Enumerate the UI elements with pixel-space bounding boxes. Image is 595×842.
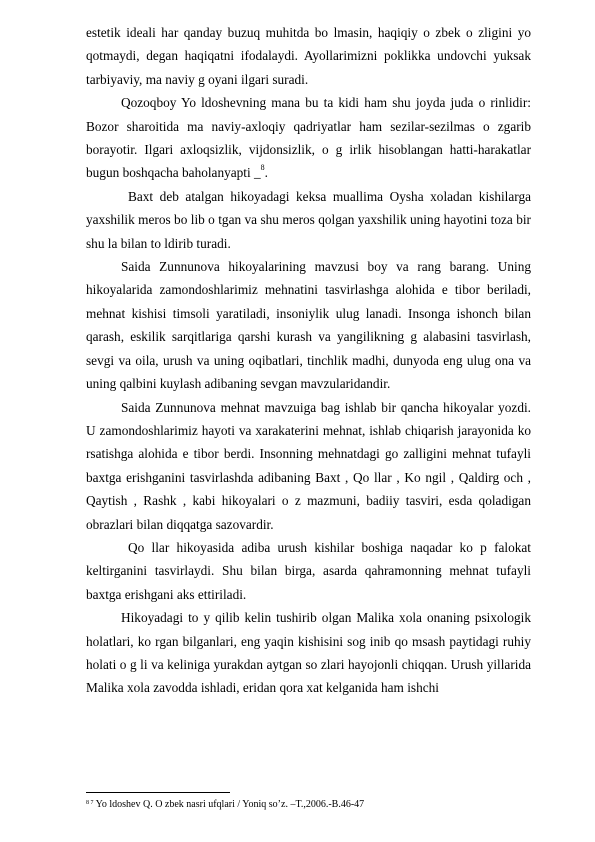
paragraph-1: estetik ideali har qanday buzuq muhitda bo lmasin, haqiqiy o zbek o zligini yo qotmaydi, degan haqiqatni ifodalaydi. Ayollarimizni poklikka undovchi yuksak tarbiyaviy, ma naviy g oyani ilgari suradi. xyxy=(86,25,531,87)
footnote-divider xyxy=(86,792,230,793)
paragraph-5: Saida Zunnunova mehnat mavzuiga bag ishlab bir qancha hikoyalar yozdi. U zamondoshlarimiz hayoti va xarakaterini mehnat, ishlab chiqarish jarayonida ko rsatishga alohida e tibor berdi. Insonning mehnatdagi go zalligini mehnat tufayli baxtga erishganini tasvirlashda adibaning Baxt , Qo llar , Ko ngil , Qaldirg och , Qaytish , Rashk , kabi hikoyalari o z mazmuni, badiiy tasviri, esda qoladigan obrazlari bilan diqqatga sazovardir. xyxy=(86,399,531,532)
paragraph-3: Baxt deb atalgan hikoyadagi keksa muallima Oysha xoladan kishilarga yaxshilik meros bo lib o tgan va shu meros qolgan yaxshilik uning hayotini toza bir shu la bilan to ldirib turadi. xyxy=(86,188,531,251)
paragraph-2 xyxy=(86,91,531,185)
paragraph-2-end: . xyxy=(264,165,268,181)
footnote xyxy=(86,798,531,811)
footnote-marker: 8 7 xyxy=(86,800,94,806)
paragraph-6: Qo llar hikoyasida adiba urush kishilar boshiga naqadar ko p falokat keltirganini tasvirlaydi. Shu bilan birga, asarda qahramonning mehnat tufayli baxtga erishgani aks ettiriladi. xyxy=(86,539,531,602)
footnote-text: Yo ldoshev Q. O zbek nasri ufqlari / Yoniq so’z. –T.,2006.-B.46-47 xyxy=(95,799,365,810)
paragraph-4: Saida Zunnunova hikoyalarining mavzusi boy va rang barang. Uning hikoyalarida zamondoshlarimiz mehnatini tasvirlashga alohida e tibor beriladi, mehnat kishisi timsoli yaratiladi, insoniylik ulug lanadi. Insonga ishonch bilan qarash, eskilik sarqitlariga qarshi kurash va yangilikning g alabasini tasvirlash, sevgi va oila, urush va uning oqibatlari, tinchlik madhi, dunyoda eng ulug ona va uning qalbini kuylash adibaning sevgan mavzularidandir. xyxy=(86,259,531,392)
document-body xyxy=(86,21,531,700)
paragraph-7: Hikoyadagi to y qilib kelin tushirib olgan Malika xola onaning psixologik holatlari, ko rgan bilganlari, eng yaqin kishisini sog inib qo msash paytidagi ruhiy holati o g li va keliniga yurakdan aytgan so zlari hayojonli chiqqan. Urush yillarida Malika xola zavodda ishladi, eridan qora xat kelganida ham ishchi xyxy=(86,610,531,696)
paragraph-2-text: Qozoqboy Yo ldoshevning mana bu ta kidi ham shu joyda juda o rinlidir: Bozor sharoitida ma naviy-axloqiy qadriyatlar ham sezilar-sezilmas o zgarib borayotir. Ilgari axloqsizlik, vijdonsizlik, o g irlik hisoblangan hatti-harakatlar bugun boshqacha baholanyapti _ xyxy=(86,95,531,181)
footnote-reference: 8 xyxy=(260,163,265,173)
